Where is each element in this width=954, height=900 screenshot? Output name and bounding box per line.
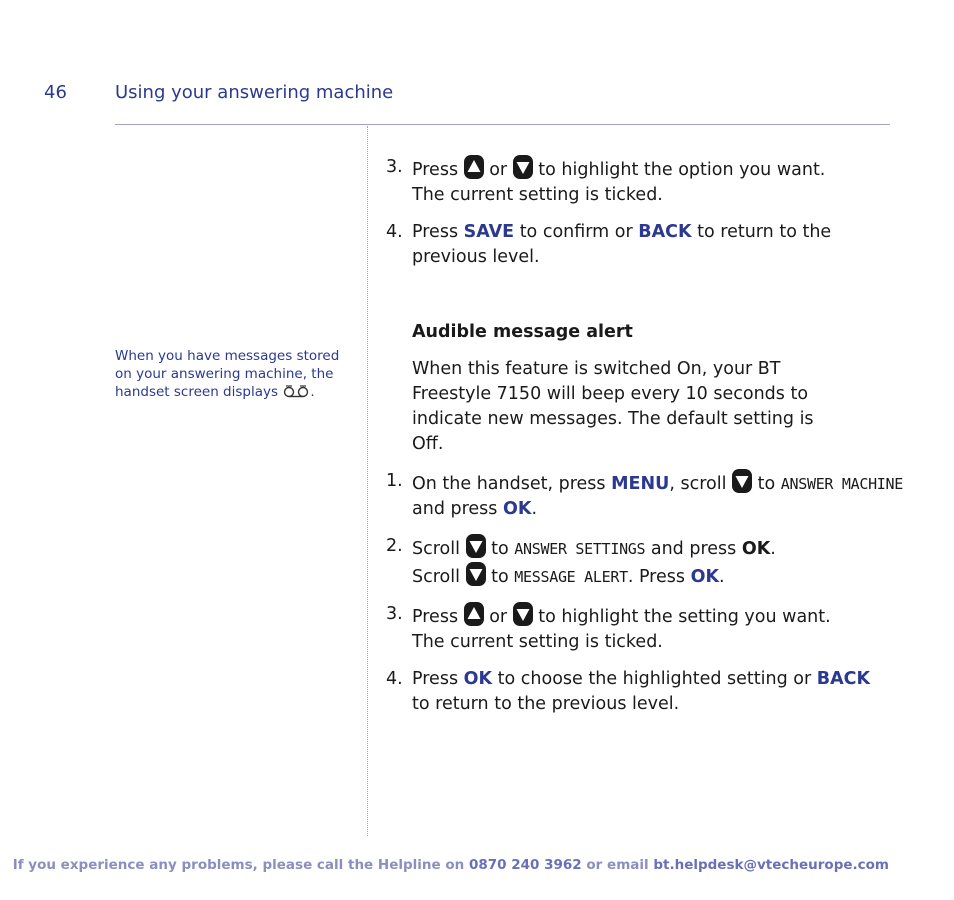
step-text: . [770,539,776,559]
back-key-label: BACK [816,669,871,689]
answering-machine-tape-icon [282,384,310,403]
main-content [386,155,906,717]
step-text: Press [412,607,459,627]
step-text: previous level. [412,247,540,267]
down-arrow-button-icon [732,469,752,493]
step-number: 3. [386,604,403,624]
step-text: On the handset, press [412,474,606,494]
save-key-label: SAVE [463,222,515,242]
step-text: . Press [627,567,685,587]
step-text: Press [412,669,459,689]
step-text: to [491,539,509,559]
footer-text: or email [586,857,649,873]
step-text: to highlight the setting you want. [538,607,831,627]
step-text: Press [412,160,459,180]
step-text: to highlight the option you want. [538,160,826,180]
down-arrow-button-icon [466,562,486,586]
ok-key-label: OK [690,567,720,587]
step-text: Press [412,222,459,242]
page-header-title: Using your answering machine [115,82,394,103]
step-text: to [757,474,776,494]
sidenote-text: When you have messages stored on your answering machine, the handset screen displays [115,348,340,400]
sidenote-end: . [310,384,315,400]
column-divider [367,126,368,836]
up-arrow-button-icon [464,602,484,626]
down-arrow-button-icon [513,155,533,179]
ok-key-label: OK [503,499,532,519]
up-arrow-button-icon [464,155,484,179]
helpdesk-email: bt.helpdesk@vtecheurope.com [653,857,889,873]
screen-text-answer-machine: ANSWER MACHINE [780,475,903,493]
step-top-3 [386,155,906,208]
step-text: to confirm or [519,222,633,242]
step-text: or [489,160,508,180]
step-2 [386,534,906,590]
step-number: 1. [386,471,403,491]
ok-key-label: OK [463,669,493,689]
menu-key-label: MENU [611,474,670,494]
screen-text-message-alert: MESSAGE ALERT [514,568,628,586]
step-text: The current setting is ticked. [412,632,663,652]
down-arrow-button-icon [466,534,486,558]
step-text: to choose the highlighted setting or [497,669,812,689]
section-intro: When this feature is switched On, your BT Freestyle 7150 will beep every 10 seconds to indicate new messages. The default setting is Off. [412,359,814,454]
sidenote [115,347,345,403]
step-text: The current setting is ticked. [412,185,663,205]
footer-helpline [0,857,889,873]
ok-key-label: OK [741,539,771,559]
step-number: 2. [386,536,403,556]
step-number: 4. [386,669,403,689]
step-text: . [719,567,725,587]
step-text: to [491,567,509,587]
step-text: and press [412,499,498,519]
section-title: Audible message alert [412,322,633,342]
step-text: and press [650,539,737,559]
step-3 [386,602,906,655]
page-number: 46 [44,82,67,103]
step-number: 4. [386,222,403,242]
step-text: Scroll [412,539,460,559]
screen-text-answer-settings: ANSWER SETTINGS [514,540,646,558]
step-number: 3. [386,157,403,177]
down-arrow-button-icon [513,602,533,626]
step-text: to return to the previous level. [412,694,680,714]
step-text: . [531,499,538,519]
step-text: to return to the [697,222,832,242]
step-text: , scroll [669,474,727,494]
step-top-4 [386,220,906,270]
step-4 [386,667,906,717]
helpline-phone: 0870 240 3962 [468,857,582,873]
footer-text: If you experience any problems, please call the Helpline on [12,857,465,873]
step-text: or [489,607,508,627]
back-key-label: BACK [638,222,692,242]
step-text: Scroll [412,567,460,587]
step-1 [386,469,906,522]
header-rule [115,124,890,125]
